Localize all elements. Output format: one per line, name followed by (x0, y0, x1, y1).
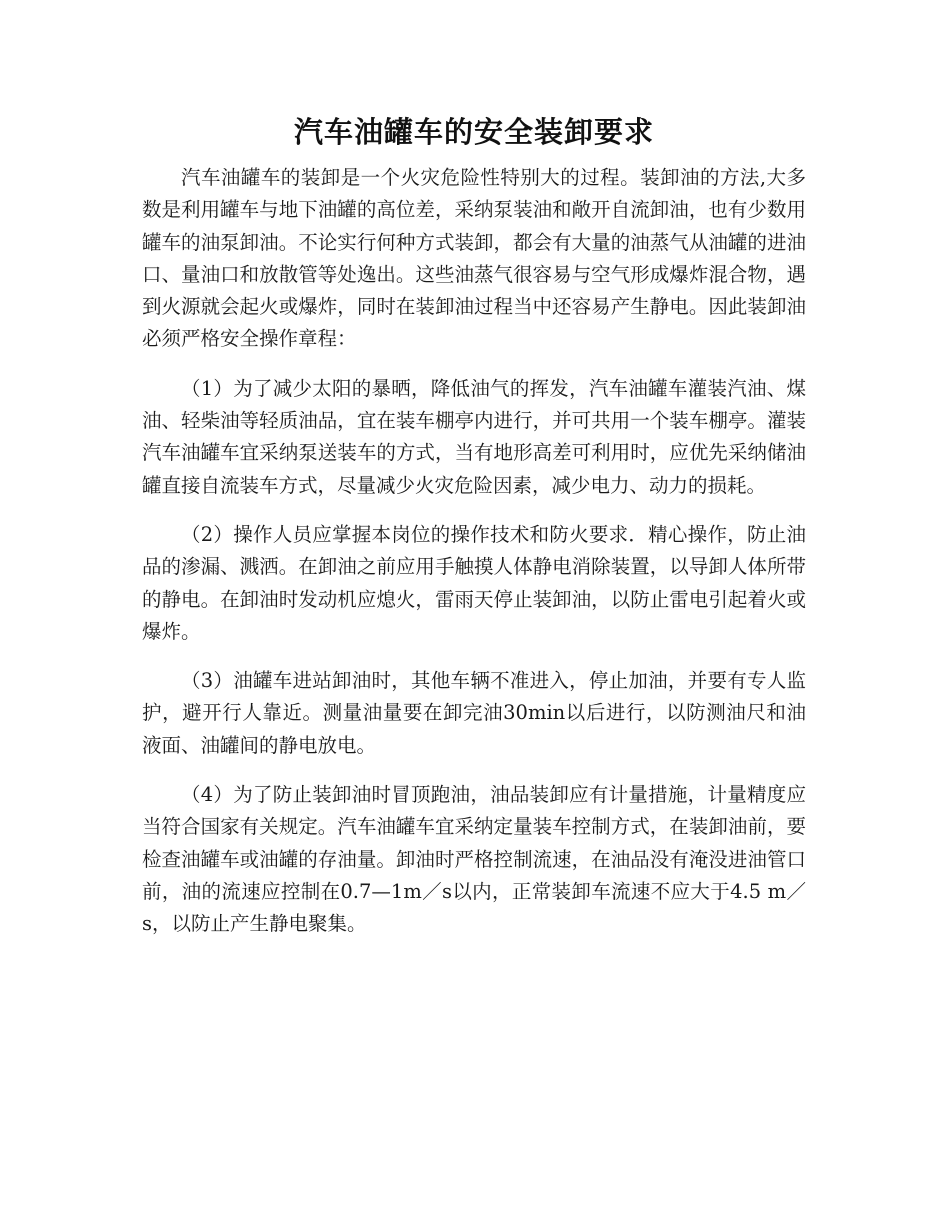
document-title: 汽车油罐车的安全装卸要求 (293, 115, 654, 149)
requirement-4-paragraph: （4）为了防止装卸油时冒顶跑油，油品装卸应有计量措施，计量精度应当符合国家有关规定。汽车油罐车宜采纳定量装车控制方式，在装卸油前，要检查油罐车或油罐的存油量。卸油时严格控制流速，在油品没有淹没进油管口前，油的流速应控制在0.7—1m／s以内，正常装卸车流速不应大于4.5 m／s，以防止产生静电聚集。 (142, 783, 806, 936)
requirement-2-paragraph: （2）操作人员应掌握本岗位的操作技术和防火要求．精心操作，防止油品的渗漏、溅洒。在卸油之前应用手触摸人体静电消除装置，以导卸人体所带的静电。在卸油时发动机应熄火，雷雨天停止装卸油，以防止雷电引起着火或爆炸。 (142, 522, 806, 643)
document-page (142, 112, 806, 941)
intro-paragraph: 汽车油罐车的装卸是一个火灾危险性特别大的过程。装卸油的方法,大多数是利用罐车与地下油罐的高位差，采纳泵装油和敞开自流卸油，也有少数用罐车的油泵卸油。不论实行何种方式装卸，都会有大量的油蒸气从油罐的进油口、量油口和放散管等处逸出。这些油蒸气很容易与空气形成爆炸混合物，遇到火源就会起火或爆炸，同时在装卸油过程当中还容易产生静电。因此装卸油必须严格安全操作章程： (142, 166, 806, 351)
requirement-3-paragraph: （3）油罐车进站卸油时，其他车辆不准进入，停止加油，并要有专人监护，避开行人靠近。测量油量要在卸完油30min以后进行，以防测油尺和油液面、油罐间的静电放电。 (142, 669, 806, 757)
requirement-1-paragraph: （1）为了减少太阳的暴晒，降低油气的挥发，汽车油罐车灌装汽油、煤油、轻柴油等轻质油品，宜在装车棚亭内进行，并可共用一个装车棚亭。灌装汽车油罐车宜采纳泵送装车的方式，当有地形高差可利用时，应优先采纳储油罐直接自流装车方式，尽量减少火灾危险因素，减少电力、动力的损耗。 (142, 376, 806, 497)
